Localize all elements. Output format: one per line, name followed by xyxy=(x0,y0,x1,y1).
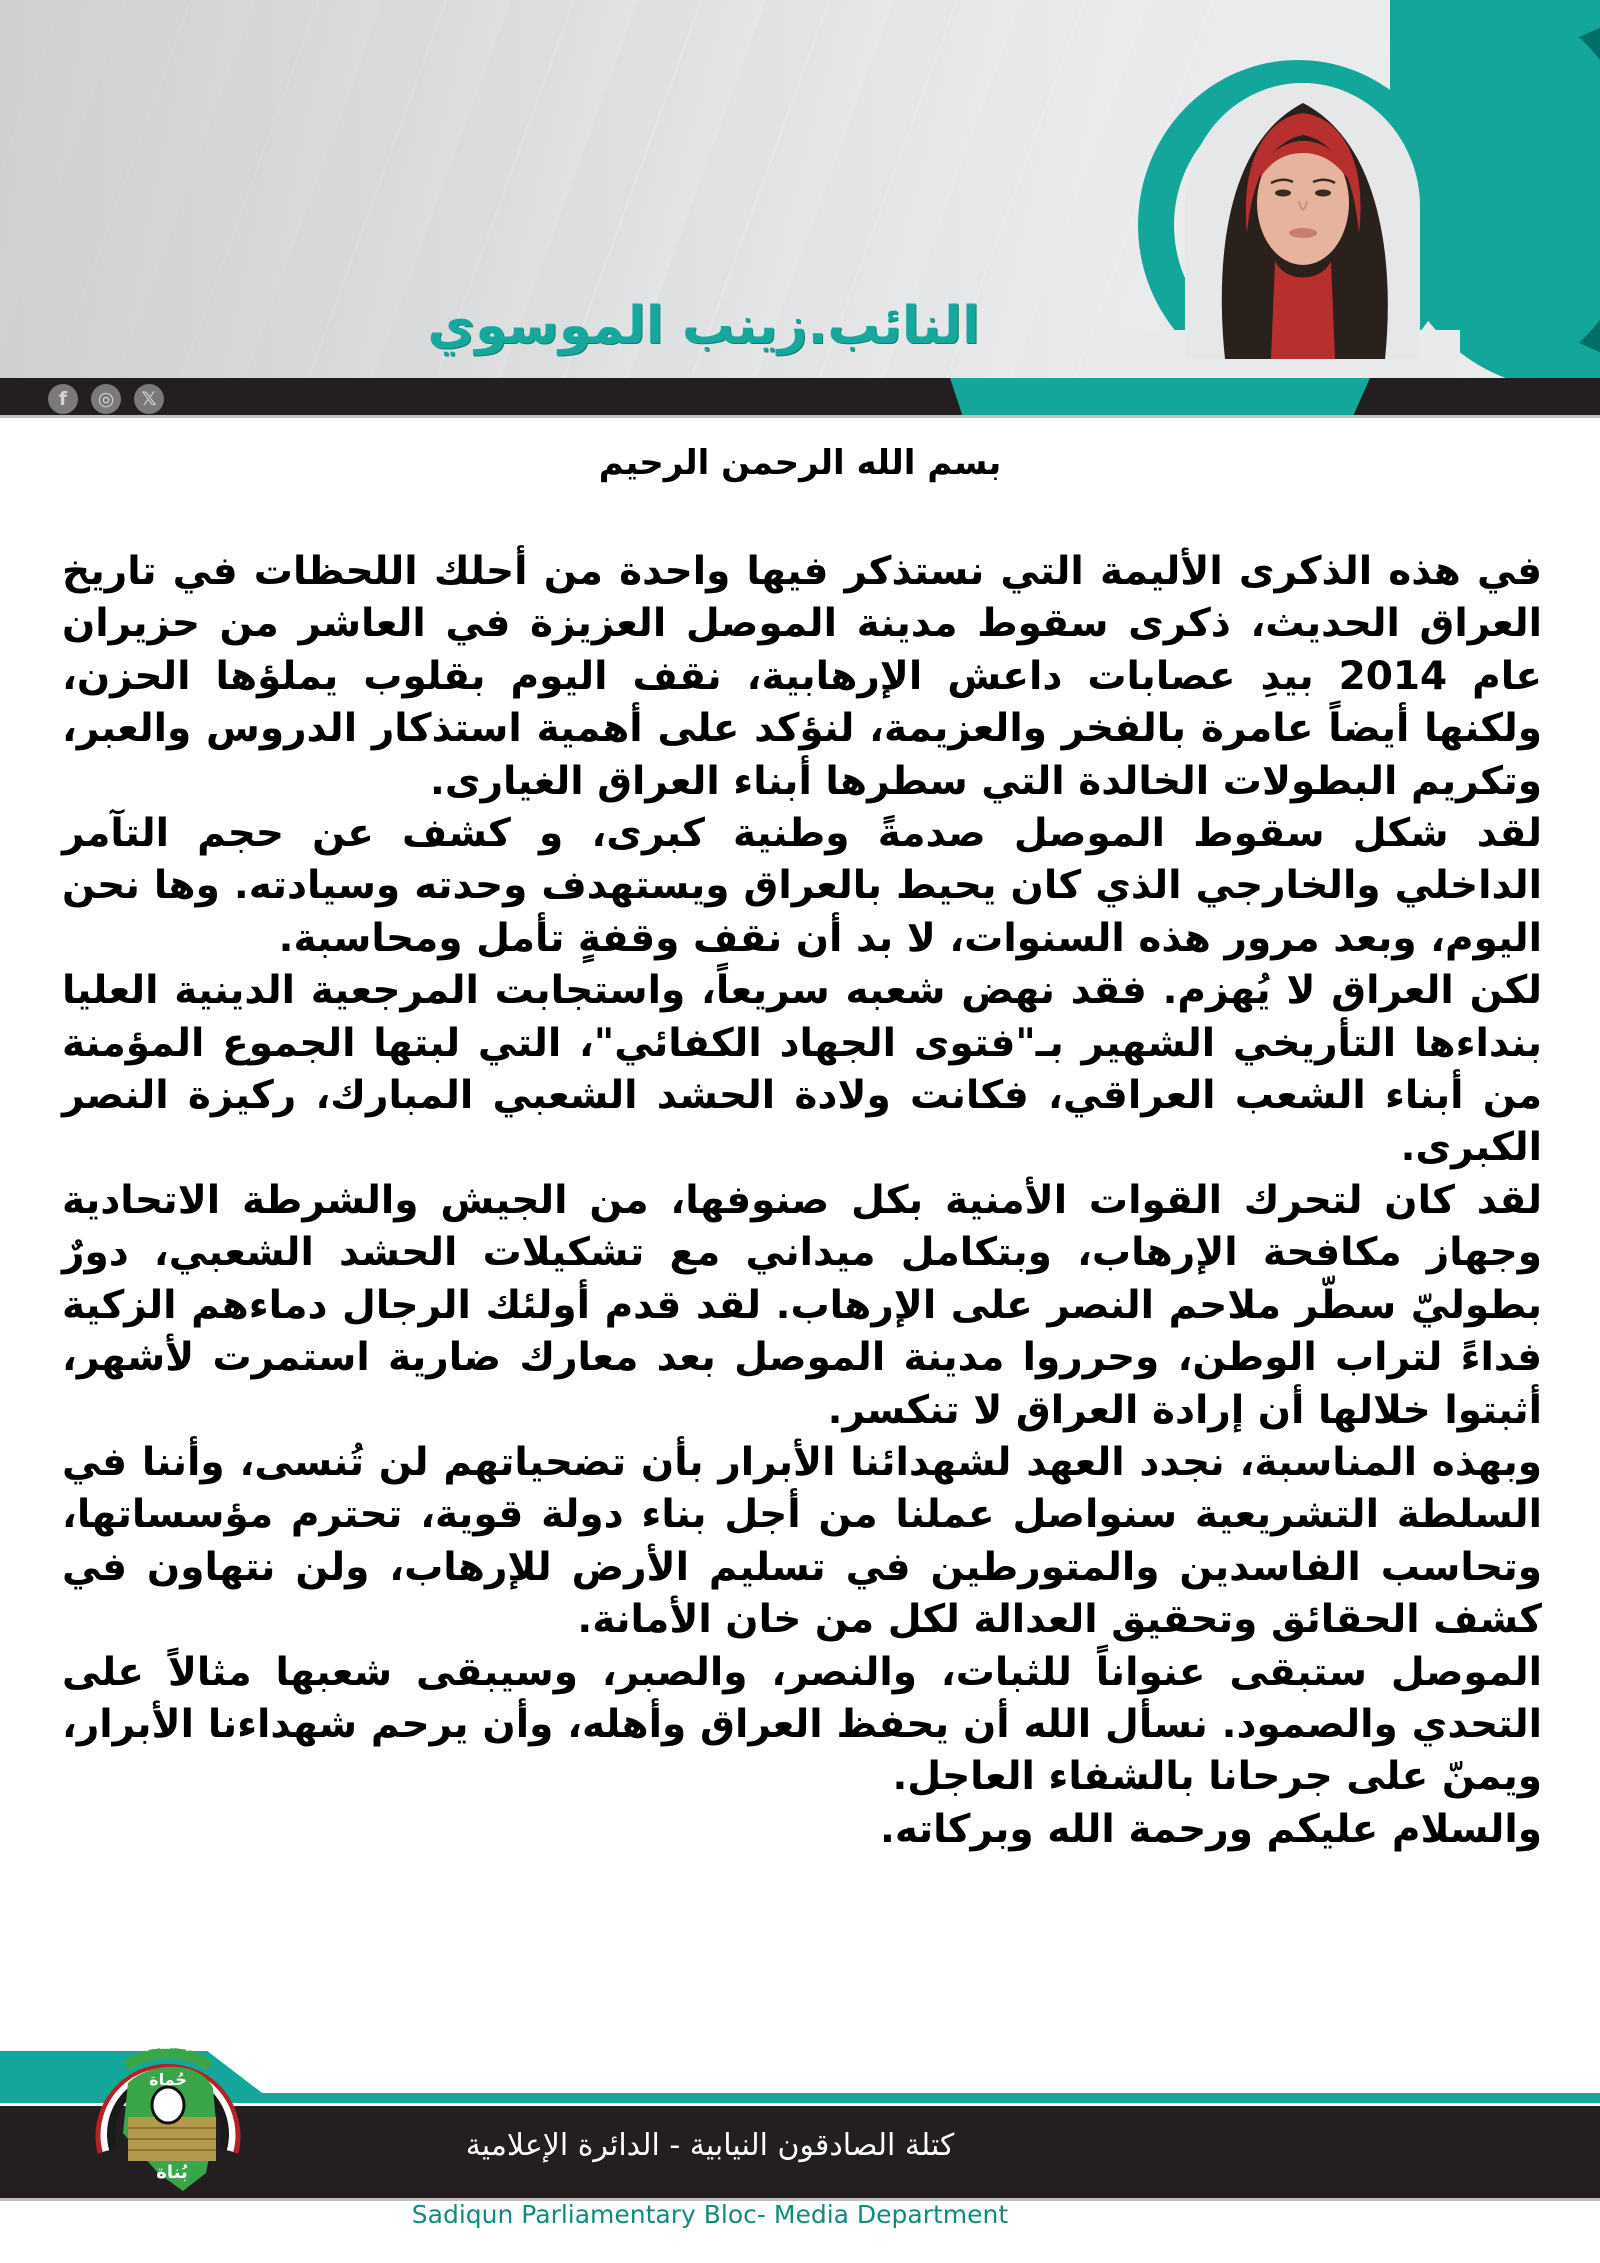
footer-english-credit: Sadiqun Parliamentary Bloc- Media Department xyxy=(411,2200,1009,2229)
paragraph: الموصل ستبقى عنواناً للثبات، والنصر، والصبر، وسيبقى شعبها مثالاً على التحدي والصمود. نسأل الله أن يحفظ العراق وأهله، وأن يرحم شهداءنا الأبرار، ويمنّ على جرحانا بالشفاء العاجل. xyxy=(62,1649,1542,1800)
logo-word-top: حُماة xyxy=(149,2070,187,2089)
header-teal-band xyxy=(950,378,1370,416)
paragraph: لكن العراق لا يُهزم. فقد نهض شعبه سريعاً، واستجابت المرجعية الدينية العليا بنداءها التأريخي الشهير بـ"فتوى الجهاد الكفائي"، التي لبتها الجموع المؤمنة من أبناء الشعب العراقي، فكانت ولادة الحشد الشعبي المبارك، ركيزة النصر الكبرى. xyxy=(62,968,1542,1171)
paragraph: في هذه الذكرى الأليمة التي نستذكر فيها واحدة من أحلك اللحظات في تاريخ العراق الحديث، ذكرى سقوط مدينة الموصل العزيزة في العاشر من حزيران عام 2014 بيدِ عصابات داعش الإرهابية، نقف اليوم بقلوب يملؤها الحزن، ولكنها أيضاً عامرة بالفخر والعزيمة، لنؤكد على أهمية استذكار الدروس والعبر، وتكريم البطولات الخالدة التي سطرها أبناء العراق الغيارى. xyxy=(62,549,1542,804)
closing-line: والسلام عليكم ورحمة الله وبركاته. xyxy=(880,1806,1542,1852)
instagram-icon[interactable]: ◎ xyxy=(91,384,121,414)
logo-word-bottom: بُناة xyxy=(156,2162,188,2183)
paragraph: وبهذه المناسبة، نجدد العهد لشهدائنا الأبرار بأن تضحياتهم لن تُنسى، وأننا في السلطة التشريعية سنواصل عملنا من أجل بناء دولة قوية، تحترم مؤسساتها، وتحاسب الفاسدين والمتورطين في تسليم الأرض للإرهاب، ولن نتهاون في كشف الحقائق وتحقيق العدالة لكل من خان الأمانة. xyxy=(62,1439,1542,1643)
x-icon[interactable]: 𝕏 xyxy=(134,384,164,414)
footer-arabic-credit: كتلة الصادقون النيابية - الدائرة الإعلامية xyxy=(465,2128,955,2163)
page-title: النائب.زينب الموسوي xyxy=(427,296,980,356)
bismillah-heading: بسم الله الرحمن الرحيم xyxy=(598,443,1002,483)
facebook-icon[interactable]: f xyxy=(48,384,78,414)
paragraph: لقد كان لتحرك القوات الأمنية بكل صنوفها، من الجيش والشرطة الاتحادية وجهاز مكافحة الإرهاب، وبتكامل ميداني مع تشكيلات الحشد الشعبي، دورٌ بطوليّ سطّر ملاحم النصر على الإرهاب. لقد قدم أولئك الرجال دماءهم الزكية فداءً لتراب الوطن، وحرروا مدينة الموصل بعد معارك ضارية استمرت لأشهر، أثبتوا خلالها أن إرادة العراق لا تنكسر. xyxy=(62,1177,1542,1433)
logo-top-text: حركة الصادقون xyxy=(139,2042,197,2052)
portrait-photo xyxy=(1185,83,1420,359)
sadiqun-logo xyxy=(88,2013,248,2193)
social-links xyxy=(48,384,164,414)
portrait-illustration xyxy=(1185,83,1420,359)
footer-cut xyxy=(180,2030,1600,2093)
statement-body xyxy=(62,546,1542,1856)
paragraph: لقد شكل سقوط الموصل صدمةً وطنية كبرى، و كشف عن حجم التآمر الداخلي والخارجي الذي كان يحيط بالعراق ويستهدف وحدته وسيادته. وها نحن اليوم، وبعد مرور هذه السنوات، لا بد أن نقف وقفةٍ تأمل ومحاسبة. xyxy=(62,811,1542,961)
header-divider xyxy=(0,415,1600,418)
